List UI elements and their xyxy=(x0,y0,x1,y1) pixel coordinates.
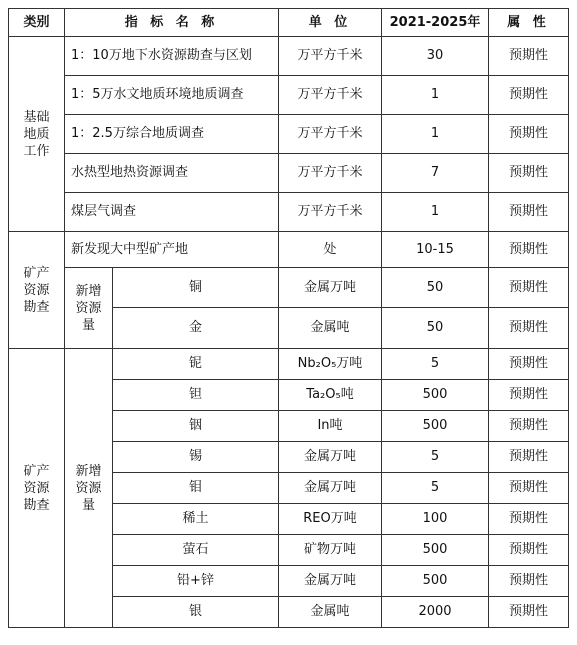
unit-cell: In吨 xyxy=(279,411,382,442)
value-cell: 5 xyxy=(382,473,489,504)
unit-cell: 金属吨 xyxy=(279,308,382,349)
indicator-name: 水热型地热资源调查 xyxy=(65,154,279,193)
header-target: 2021-2025年 xyxy=(382,9,489,37)
unit-cell: 金属吨 xyxy=(279,597,382,628)
indicator-name: 1：2.5万综合地质调查 xyxy=(65,115,279,154)
subcategory-new-resources: 新增 资源 量 xyxy=(65,268,113,349)
attribute-cell: 预期性 xyxy=(489,411,569,442)
category-basic-geology: 基础 地质 工作 xyxy=(9,37,65,232)
header-indicator: 指 标 名 称 xyxy=(65,9,279,37)
unit-cell: 金属万吨 xyxy=(279,268,382,308)
subcategory-new-resources-2: 新增 资源 量 xyxy=(65,349,113,628)
category-mineral-exploration: 矿产 资源 勘查 xyxy=(9,232,65,349)
unit-cell: 万平方千米 xyxy=(279,154,382,193)
indicator-name: 新发现大中型矿产地 xyxy=(65,232,279,268)
attribute-cell: 预期性 xyxy=(489,535,569,566)
indicator-name: 钽 xyxy=(113,380,279,411)
table-row xyxy=(9,349,569,380)
unit-cell: 金属万吨 xyxy=(279,442,382,473)
table-row xyxy=(9,76,569,115)
unit-cell: 处 xyxy=(279,232,382,268)
header-row xyxy=(9,9,569,37)
category-mineral-exploration-2: 矿产 资源 勘查 xyxy=(9,349,65,628)
indicator-name: 1：10万地下水资源勘查与区划 xyxy=(65,37,279,76)
value-cell: 500 xyxy=(382,566,489,597)
unit-cell: 万平方千米 xyxy=(279,37,382,76)
value-cell: 100 xyxy=(382,504,489,535)
attribute-cell: 预期性 xyxy=(489,442,569,473)
indicator-name: 稀土 xyxy=(113,504,279,535)
value-cell: 1 xyxy=(382,76,489,115)
indicator-name: 铌 xyxy=(113,349,279,380)
attribute-cell: 预期性 xyxy=(489,349,569,380)
indicator-name: 金 xyxy=(113,308,279,349)
table-row xyxy=(9,37,569,76)
unit-cell: 矿物万吨 xyxy=(279,535,382,566)
attribute-cell: 预期性 xyxy=(489,308,569,349)
value-cell: 1 xyxy=(382,193,489,232)
attribute-cell: 预期性 xyxy=(489,76,569,115)
indicator-name: 钼 xyxy=(113,473,279,504)
table-row xyxy=(9,193,569,232)
value-cell: 50 xyxy=(382,268,489,308)
value-cell: 5 xyxy=(382,349,489,380)
value-cell: 30 xyxy=(382,37,489,76)
indicator-name: 煤层气调查 xyxy=(65,193,279,232)
table-row xyxy=(9,115,569,154)
value-cell: 500 xyxy=(382,380,489,411)
indicator-name: 铜 xyxy=(113,268,279,308)
value-cell: 1 xyxy=(382,115,489,154)
value-cell: 500 xyxy=(382,411,489,442)
unit-cell: Ta₂O₅吨 xyxy=(279,380,382,411)
indicator-name: 铟 xyxy=(113,411,279,442)
attribute-cell: 预期性 xyxy=(489,154,569,193)
attribute-cell: 预期性 xyxy=(489,566,569,597)
value-cell: 7 xyxy=(382,154,489,193)
header-unit: 单 位 xyxy=(279,9,382,37)
attribute-cell: 预期性 xyxy=(489,193,569,232)
unit-cell: 万平方千米 xyxy=(279,115,382,154)
indicator-name: 铅+锌 xyxy=(113,566,279,597)
attribute-cell: 预期性 xyxy=(489,380,569,411)
unit-cell: REO万吨 xyxy=(279,504,382,535)
indicator-name: 银 xyxy=(113,597,279,628)
table-row xyxy=(9,154,569,193)
value-cell: 5 xyxy=(382,442,489,473)
header-attribute: 属 性 xyxy=(489,9,569,37)
indicator-name: 锡 xyxy=(113,442,279,473)
attribute-cell: 预期性 xyxy=(489,232,569,268)
indicator-name: 1：5万水文地质环境地质调查 xyxy=(65,76,279,115)
unit-cell: 万平方千米 xyxy=(279,193,382,232)
attribute-cell: 预期性 xyxy=(489,115,569,154)
unit-cell: 金属万吨 xyxy=(279,473,382,504)
table-row xyxy=(9,232,569,268)
attribute-cell: 预期性 xyxy=(489,504,569,535)
attribute-cell: 预期性 xyxy=(489,37,569,76)
unit-cell: 金属万吨 xyxy=(279,566,382,597)
value-cell: 50 xyxy=(382,308,489,349)
attribute-cell: 预期性 xyxy=(489,597,569,628)
indicator-name: 萤石 xyxy=(113,535,279,566)
attribute-cell: 预期性 xyxy=(489,268,569,308)
table-row xyxy=(9,268,569,308)
attribute-cell: 预期性 xyxy=(489,473,569,504)
value-cell: 2000 xyxy=(382,597,489,628)
value-cell: 500 xyxy=(382,535,489,566)
value-cell: 10-15 xyxy=(382,232,489,268)
header-category: 类别 xyxy=(9,9,65,37)
unit-cell: 万平方千米 xyxy=(279,76,382,115)
indicator-table xyxy=(8,8,569,628)
unit-cell: Nb₂O₅万吨 xyxy=(279,349,382,380)
